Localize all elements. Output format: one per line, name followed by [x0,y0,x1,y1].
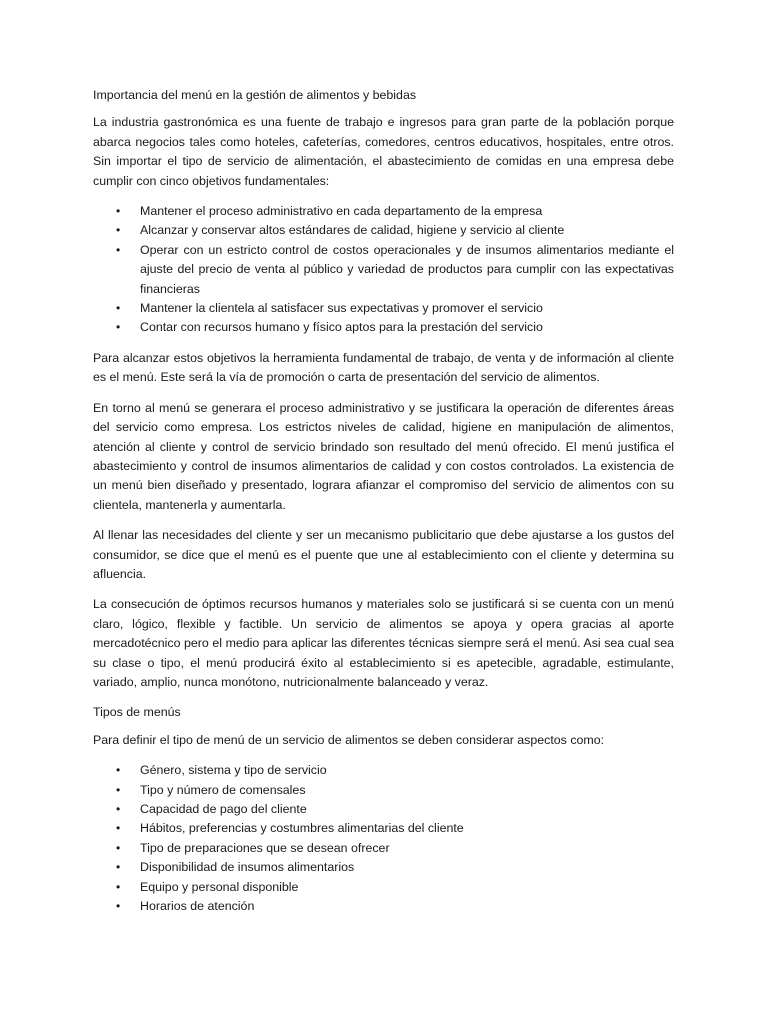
bullet-icon: • [116,223,121,238]
objectives-list [93,202,674,338]
bullet-icon: • [116,320,121,335]
list-item-text: Operar con un estricto control de costos operacionales y de insumos alimentarios mediante el ajuste del precio de venta al público y variedad de productos para cumplir con las expectativas financieras [140,242,674,296]
list-item [93,800,674,819]
bullet-icon: • [116,860,121,875]
bullet-icon: • [116,204,121,219]
list-item-text: Horarios de atención [140,899,255,914]
bullet-icon: • [116,840,121,855]
list-item [93,221,674,240]
list-item [93,241,674,299]
types-intro-paragraph: Para definir el tipo de menú de un servicio de alimentos se deben considerar aspectos como: [93,732,605,747]
list-item [93,299,674,318]
list-item-text: Disponibilidad de insumos alimentarios [140,860,355,875]
list-item-text: Mantener la clientela al satisfacer sus expectativas y promover el servicio [140,301,543,316]
list-item-text: Contar con recursos humano y físico aptos para la prestación del servicio [140,320,543,335]
bullet-icon: • [116,301,121,316]
bullet-icon: • [116,242,121,257]
list-item [93,878,674,897]
body-paragraph: Para alcanzar estos objetivos la herramienta fundamental de trabajo, de venta y de información al cliente es el menú. Este será la vía de promoción o carta de presentación del servicio de alimentos. [93,350,674,385]
list-item [93,761,674,780]
bullet-icon: • [116,821,121,836]
section-subtitle: Tipos de menús [93,705,181,720]
list-item-text: Hábitos, preferencias y costumbres alimentarias del cliente [140,821,464,836]
list-item [93,202,674,221]
list-item-text: Capacidad de pago del cliente [140,802,307,816]
body-paragraph: La consecución de óptimos recursos humanos y materiales solo se justificará si se cuenta con un menú claro, lógico, flexible y factible. Un servicio de alimentos se apoya y opera gracias al aporte mercadotécnico pero el medio para aplicar las diferentes técnicas siempre será el menú. Asi sea cual sea su clase o tipo, el menú producirá éxito al establecimiento si es apetecible, agradable, estimulante, variado, amplio, nunca monótono, nutricionalmente balanceado y veraz. [93,597,674,689]
bullet-icon: • [116,879,121,894]
body-paragraph: Al llenar las necesidades del cliente y ser un mecanismo publicitario que debe ajustarse a los gustos del consumidor, se dice que el menú es el puente que une al establecimiento con el cliente y determina su afluencia. [93,528,674,581]
body-paragraph: En torno al menú se generara el proceso administrativo y se justificara la operación de diferentes áreas del servicio como empresa. Los estrictos niveles de calidad, higiene en manipulación de alimentos, atención al cliente y control de servicio brindado son resultado del menú ofrecido. El menú justifica el abastecimiento y control de insumos alimentarios de calidad y con costos controlados. La existencia de un menú bien diseñado y presentado, lograra afianzar el compromiso del servicio de alimentos con su clientela, mantenerla y aumentarla. [93,400,674,512]
intro-paragraph: La industria gastronómica es una fuente de trabajo e ingresos para gran parte de la población porque abarca negocios tales como hoteles, cafeterías, comedores, centros educativos, hospitales, entre otros. Sin importar el tipo de servicio de alimentación, el abastecimiento de comidas en una empresa debe cumplir con cinco objetivos fundamentales: [93,115,674,188]
bullet-icon: • [116,802,121,816]
list-item-text: Alcanzar y conservar altos estándares de calidad, higiene y servicio al cliente [140,223,565,238]
list-item-text: Equipo y personal disponible [140,879,299,894]
bullet-icon: • [116,782,121,797]
list-item [93,858,674,877]
bullet-icon: • [116,899,121,914]
aspects-list [93,761,674,916]
document-title: Importancia del menú en la gestión de alimentos y bebidas [93,88,417,102]
list-item-text: Género, sistema y tipo de servicio [140,763,327,778]
list-item-text: Tipo de preparaciones que se desean ofrecer [140,840,390,855]
list-item [93,897,674,916]
list-item [93,839,674,858]
list-item-text: Mantener el proceso administrativo en cada departamento de la empresa [140,204,543,219]
bullet-icon: • [116,763,121,778]
list-item [93,781,674,800]
list-item-text: Tipo y número de comensales [140,782,306,797]
list-item [93,819,674,838]
list-item [93,318,674,337]
